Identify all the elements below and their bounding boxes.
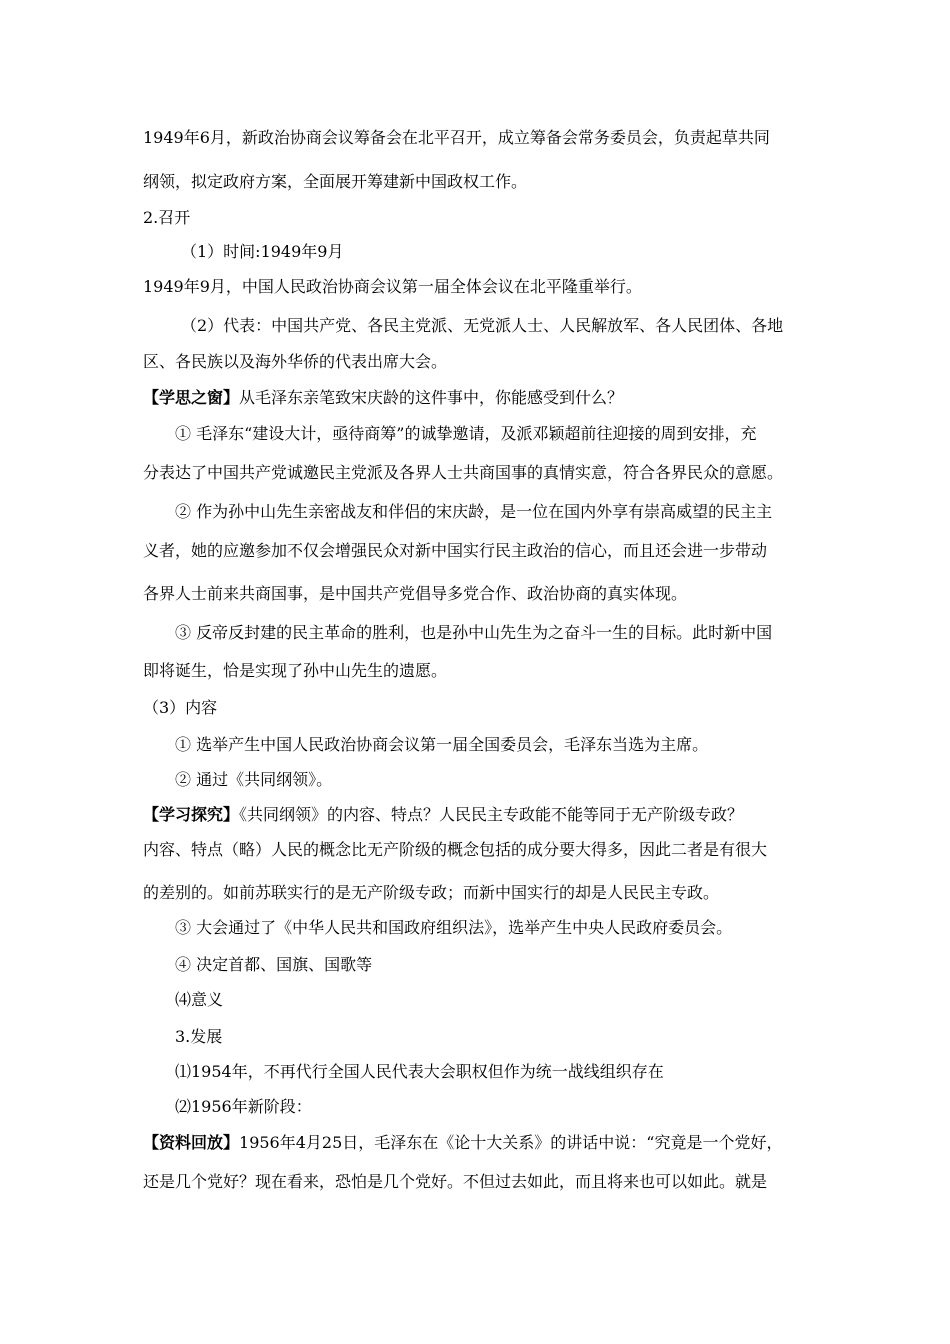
ziliao-text-line-1: 1956年4月25日，毛泽东在《论十大关系》的讲话中说：“究竟是一个党好，	[239, 1133, 783, 1152]
xuesi-label: 【学思之窗】	[143, 388, 240, 407]
xuesi-answer-2-line-3: 各界人士前来共商国事，是中国共产党倡导多党合作、政治协商的真实体现。	[143, 584, 688, 603]
paragraph-preparatory-line-1: 1949年6月，新政治协商会议筹备会在北平召开，成立筹备会常务委员会，负责起草共同	[143, 128, 770, 147]
significance-item: ⑷意义	[175, 990, 224, 1009]
xuesi-answer-1-line-1: ① 毛泽东“建设大计，亟待商筹”的诚挚邀请，及派邓颖超前往迎接的周到安排，充	[175, 424, 757, 443]
xuexi-question: 《共同纲领》的内容、特点？人民民主专政能不能等同于无产阶级专政？	[239, 805, 744, 824]
representatives-line-1: （2）代表：中国共产党、各民主党派、无党派人士、人民解放军、各人民团体、各地	[181, 316, 784, 335]
xuesi-answer-3-line-1: ③ 反帝反封建的民主革命的胜利，也是孙中山先生为之奋斗一生的目标。此时新中国	[175, 623, 773, 642]
time-detail: 1949年9月，中国人民政治协商会议第一届全体会议在北平隆重举行。	[143, 277, 642, 296]
xuesi-answer-3-line-2: 即将诞生，恰是实现了孙中山先生的遗愿。	[143, 661, 448, 680]
xuesi-answer-2-line-2: 义者，她的应邀参加不仅会增强民众对新中国实行民主政治的信心，而且还会进一步带动	[143, 541, 768, 560]
time-item: （1）时间:1949年9月	[181, 242, 344, 261]
xuexi-answer-line-1: 内容、特点（略）人民的概念比无产阶级的概念包括的成分要大得多，因此二者是有很大	[143, 840, 768, 859]
ziliao-text-line-2: 还是几个党好？现在看来，恐怕是几个党好。不但过去如此，而且将来也可以如此。就是	[143, 1172, 768, 1191]
content-item-3: ③ 大会通过了《中华人民共和国政府组织法》，选举产生中央人民政府委员会。	[175, 918, 733, 937]
development-item-2: ⑵1956年新阶段：	[175, 1097, 312, 1116]
paragraph-preparatory-line-2: 纲领，拟定政府方案，全面展开筹建新中国政权工作。	[143, 172, 528, 191]
xuesi-window	[143, 388, 823, 408]
section-3-heading: 3.发展	[175, 1027, 223, 1046]
development-item-1: ⑴1954年，不再代行全国人民代表大会职权但作为统一战线组织存在	[175, 1062, 664, 1081]
xuexi-answer-line-2: 的差别的。如前苏联实行的是无产阶级专政；而新中国实行的却是人民民主专政。	[143, 883, 720, 902]
ziliao-review	[143, 1133, 823, 1153]
representatives-line-2: 区、各民族以及海外华侨的代表出席大会。	[143, 352, 448, 371]
xuesi-answer-2-line-1: ② 作为孙中山先生亲密战友和伴侣的宋庆龄，是一位在国内外享有崇高威望的民主主	[175, 502, 773, 521]
xuexi-label: 【学习探究】	[143, 805, 240, 824]
xuexi-explore	[143, 805, 823, 825]
content-item-1: ① 选举产生中国人民政治协商会议第一届全国委员会，毛泽东当选为主席。	[175, 735, 709, 754]
xuesi-answer-1-line-2: 分表达了中国共产党诚邀民主党派及各界人士共商国事的真情实意，符合各界民众的意愿。	[143, 463, 784, 482]
section-2-heading: 2.召开	[143, 208, 191, 227]
content-item-4: ④ 决定首都、国旗、国歌等	[175, 955, 373, 974]
xuesi-question: 从毛泽东亲笔致宋庆龄的这件事中，你能感受到什么？	[239, 388, 624, 407]
content-heading: （3）内容	[143, 698, 218, 717]
content-item-2: ② 通过《共同纲领》。	[175, 770, 333, 789]
ziliao-label: 【资料回放】	[143, 1133, 240, 1152]
